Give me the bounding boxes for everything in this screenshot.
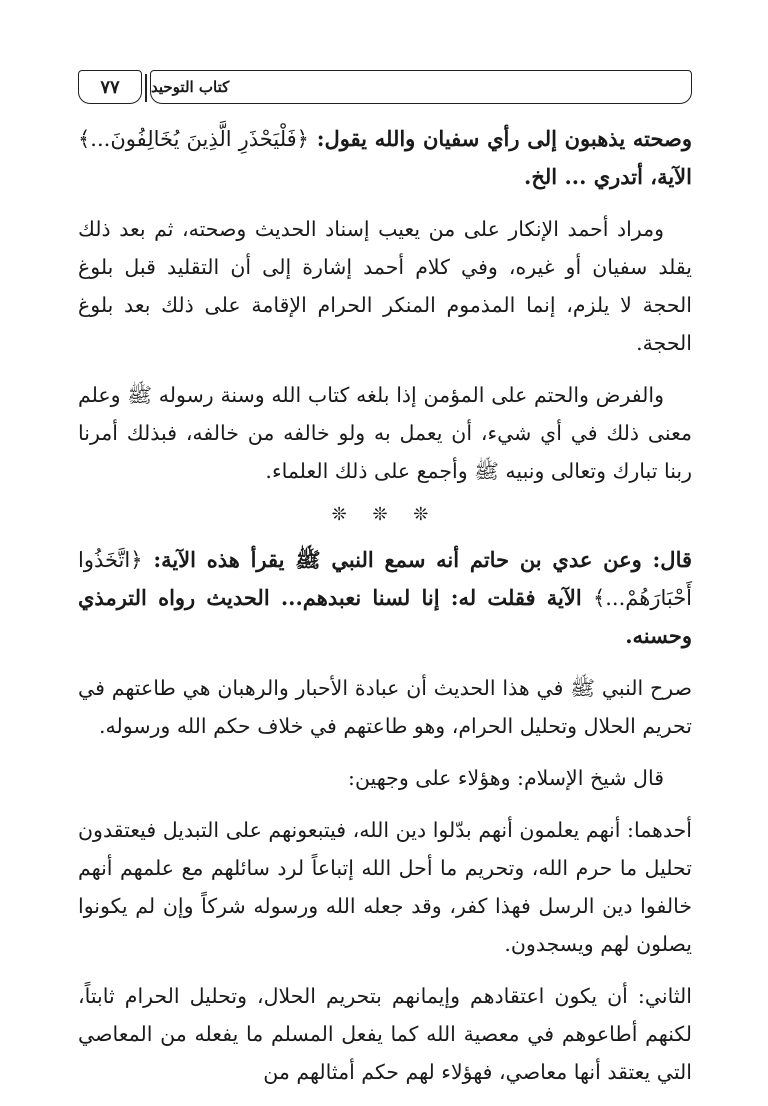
running-title: كتاب التوحيد — [150, 70, 692, 104]
paragraph-sufyan-quote — [78, 120, 692, 196]
paragraph-shaykh-islam: قال شيخ الإسلام: وهؤلاء على وجهين: — [348, 766, 664, 790]
page-number: ٧٧ — [78, 70, 142, 104]
page-header — [78, 70, 692, 106]
paragraph-adi-hadith — [78, 541, 692, 655]
bold-outro: الآية فقلت له: إنا لسنا نعبدهم... الحديث رواه الترمذي وحسنه. — [78, 585, 692, 648]
page-body — [78, 120, 692, 1105]
paragraph-ahmad-meaning: ومراد أحمد الإنكار على من يعيب إسناد الحديث وصحته، ثم بعد ذلك يقلد سفيان أو غيره، وفي كلام أحمد إشارة إلى أن التقليد قبل بلوغ الحجة لا يلزم، إنما المذموم المنكر الحرام الإقامة على ذلك بعد بلوغ الحجة. — [78, 217, 692, 355]
quran-quote: ﴿اتَّخَذُوا أَحْبَارَهُمْ...﴾ — [78, 548, 693, 610]
bold-intro: وصحته يذهبون إلى رأي سفيان والله يقول: — [316, 126, 693, 151]
paragraph-second-type: الثاني: أن يكون اعتقادهم وإيمانهم بتحريم الحلال، وتحليل الحرام ثابتاً، لكنهم أطاعوهم في معصية الله كما يفعل المسلم ما يفعله من المعاصي التي يعتقد أنها معاصي، فهؤلاء لهم حكم أمثالهم من — [78, 984, 692, 1084]
bold-intro: قال: وعن عدي بن حاتم أنه سمع النبي ﷺ يقرأ هذه الآية: — [153, 547, 692, 572]
bold-outro: الآية، أتدري ... الخ. — [524, 164, 692, 189]
section-separator: ❊ ❊ ❊ — [331, 504, 439, 525]
paragraph-first-type: أحدهما: أنهم يعلمون أنهم بدّلوا دين الله، فيتبعونهم على التبديل فيعتقدون تحليل ما حرم الله، وتحريم ما أحل الله إتباعاً لرد سائلهم مع علمهم أنهم خالفوا دين الرسل فهذا كفر، وقد جعله الله ورسوله شركاً وإن لم يكونوا يصلون لهم ويسجدون. — [78, 818, 692, 956]
paragraph-obligation: والفرض والحتم على المؤمن إذا بلغه كتاب الله وسنة رسوله ﷺ وعلم معنى ذلك في أي شيء، أن يعمل به ولو خالفه من خالفه، فبذلك أمرنا ربنا تبارك وتعالى ونبيه ﷺ وأجمع على ذلك العلماء. — [78, 383, 692, 483]
paragraph-prophet-explains: صرح النبي ﷺ في هذا الحديث أن عبادة الأحبار والرهبان هي طاعتهم في تحريم الحلال وتحليل الحرام، وهو طاعتهم في خلاف حكم الله ورسوله. — [78, 676, 692, 738]
quran-quote: ﴿فَلْيَحْذَرِ الَّذِينَ يُخَالِفُونَ...﴾ — [78, 127, 309, 151]
